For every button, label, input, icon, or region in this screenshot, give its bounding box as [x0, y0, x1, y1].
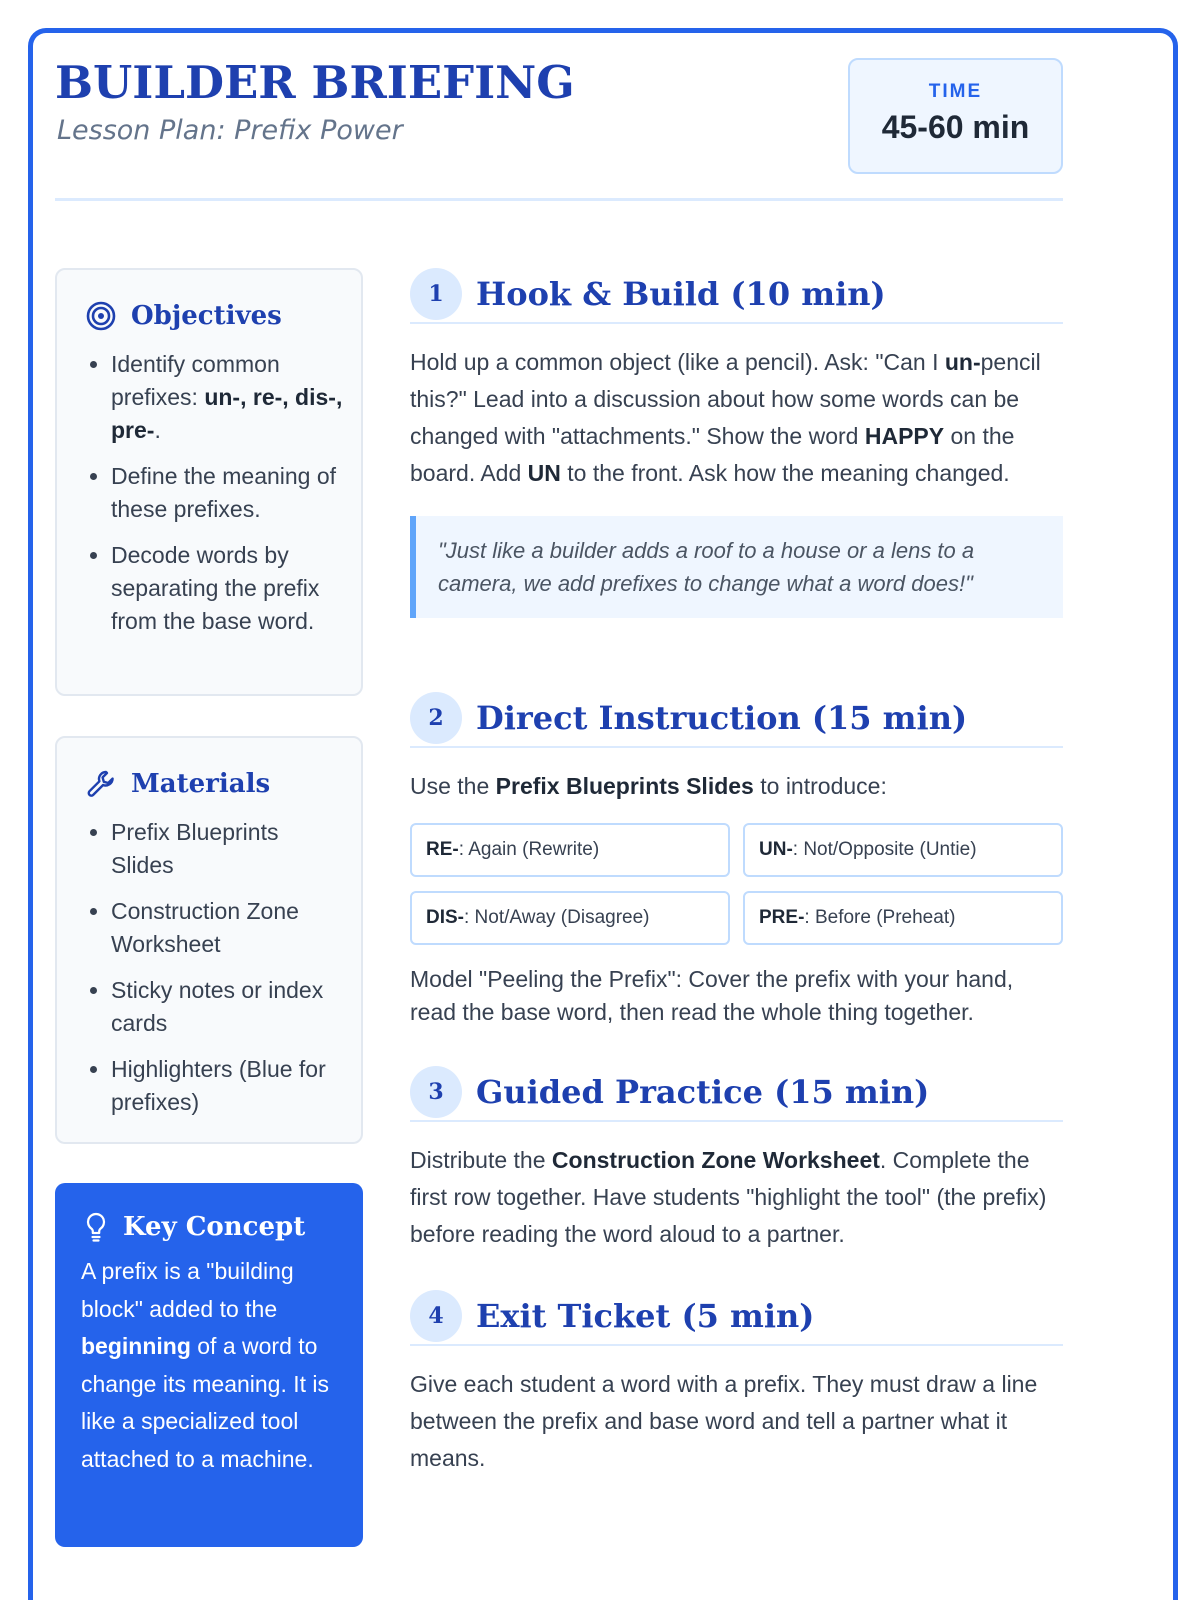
header-divider — [55, 198, 1063, 201]
prefix-grid — [410, 823, 1063, 945]
time-label: TIME — [928, 81, 983, 102]
builder-quote: "Just like a builder adds a roof to a house or a lens to a camera, we add prefixes to change what a word does!" — [410, 516, 1063, 618]
wrench-icon — [85, 768, 117, 800]
materials-list — [57, 800, 361, 1119]
materials-panel — [55, 736, 363, 1144]
step-1 — [410, 268, 1063, 618]
prefix-card-re: RE-: Again (Rewrite) — [410, 823, 730, 877]
step-text: Hold up a common object (like a pencil). Ask: "Can I un-pencil this?" Lead into a discussion about how some words can be changed with "attachments." Show the word HAPPY on the board. Add UN to the front. Ask how the meaning changed. — [410, 349, 1041, 486]
list-item: • Construction Zone Worksheet — [111, 895, 343, 961]
header — [55, 55, 1063, 201]
lightbulb-icon — [83, 1211, 109, 1243]
step-title: Exit Ticket (5 min) — [476, 1297, 815, 1335]
objectives-heading: Objectives — [131, 301, 282, 331]
step-4 — [410, 1290, 1063, 1477]
objectives-panel — [55, 268, 363, 696]
key-concept-text: A prefix is a "building block" added to the beginning of a word to change its meaning. It is like a specialized tool attached to a machine. — [81, 1258, 330, 1472]
step-text: Distribute the Construction Zone Worksheet. Complete the first row together. Have students "highlight the tool" (the prefix) before reading the word aloud to a partner. — [410, 1147, 1047, 1247]
time-badge — [848, 58, 1063, 174]
step-2 — [410, 692, 1063, 1029]
list-item: • Decode words by separating the prefix from the base word. — [111, 539, 343, 638]
step-title: Direct Instruction (15 min) — [476, 699, 968, 737]
list-item: • Prefix Blueprints Slides — [111, 816, 343, 882]
step-number: 3 — [410, 1066, 462, 1118]
prefix-card-un: UN-: Not/Opposite (Untie) — [743, 823, 1063, 877]
target-icon — [85, 300, 117, 332]
step-text: Model "Peeling the Prefix": Cover the prefix with your hand, read the base word, then read the whole thing together. — [410, 966, 1014, 1025]
key-concept-panel — [55, 1183, 363, 1547]
list-item: • Highlighters (Blue for prefixes) — [111, 1053, 343, 1119]
step-title: Guided Practice (15 min) — [476, 1073, 930, 1111]
list-item: • Define the meaning of these prefixes. — [111, 460, 343, 526]
step-number: 4 — [410, 1290, 462, 1342]
materials-heading: Materials — [131, 769, 271, 799]
list-item: • Identify common prefixes: un-, re-, dis-, pre-. — [111, 348, 343, 447]
prefix-card-dis: DIS-: Not/Away (Disagree) — [410, 891, 730, 945]
time-value: 45-60 min — [881, 109, 1030, 145]
page-title: BUILDER BRIEFING — [55, 56, 575, 109]
step-number: 2 — [410, 692, 462, 744]
step-text: Use the Prefix Blueprints Slides to introduce: — [410, 773, 887, 799]
step-number: 1 — [410, 268, 462, 320]
list-item: • Sticky notes or index cards — [111, 974, 343, 1040]
step-title: Hook & Build (10 min) — [476, 275, 886, 313]
page-subtitle: Lesson Plan: Prefix Power — [57, 115, 403, 146]
objectives-list — [57, 332, 361, 638]
step-3 — [410, 1066, 1063, 1253]
step-text: Give each student a word with a prefix. They must draw a line between the prefix and base word and tell a partner what it means. — [410, 1371, 1038, 1471]
prefix-card-pre: PRE-: Before (Preheat) — [743, 891, 1063, 945]
key-concept-heading: Key Concept — [123, 1212, 306, 1242]
